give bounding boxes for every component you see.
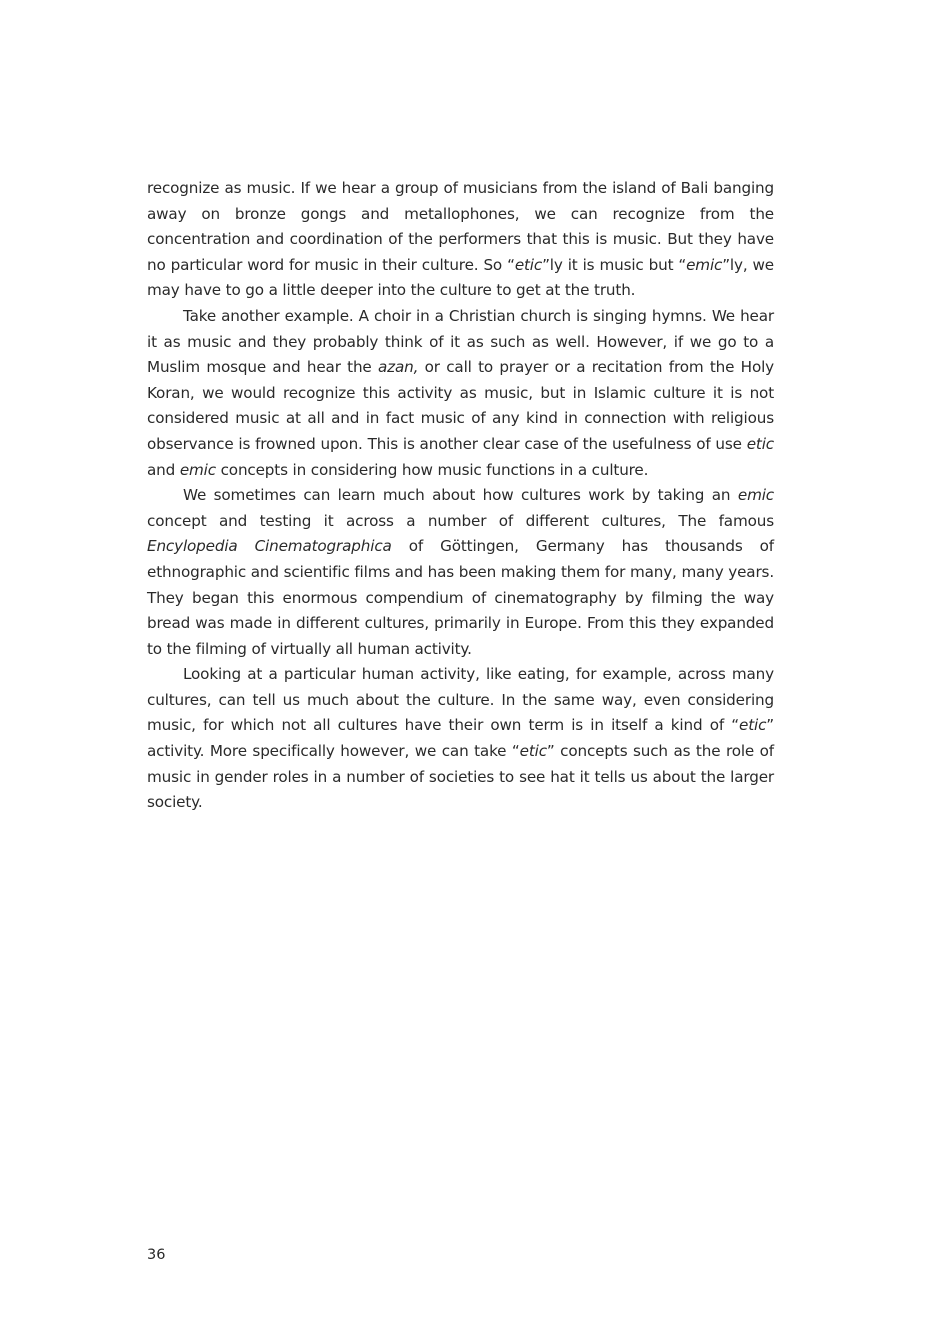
italic-term: emic: [737, 486, 774, 505]
italic-term: azan,: [377, 358, 419, 377]
paragraph-1: [147, 176, 774, 304]
text-run: and: [147, 460, 180, 479]
text-run: of Göttingen, Germany has thousands of ethnographic and scientific films and has been making them for many, many years. They began this enormous compendium of cinematography by filming the way bread was made in different cultures, primarily in Europe. From this they expanded to the filming of virtually all human activity.: [147, 537, 774, 658]
paragraph-4: [147, 662, 774, 816]
italic-term: etic: [739, 716, 767, 735]
paragraph-2: [147, 304, 774, 483]
text-run: Take another example. A choir in a Christian church is singing hymns. We hear it as music and they probably think of it as such as well. However, if we go to a Muslim mosque and hear the: [147, 306, 774, 377]
italic-term: Encylopedia Cinematographica: [147, 537, 392, 556]
text-run: recognize as music. If we hear a group of musicians from the island of Bali banging away on bronze gongs and metallophones, we can recognize from the concentration and coordination of the performers that this is music. But they have no particular word for music in their culture. So “: [147, 179, 774, 274]
text-run: or call to prayer or a recitation from the Holy Koran, we would recognize this activity as music, but in Islamic culture it is not considered music at all and in fact music of any kind in connection with religious observance is frowned upon. This is another clear case of the usefulness of use: [147, 358, 774, 453]
page-body: [147, 176, 774, 816]
text-run: concept and testing it across a number of different cultures, The famous: [147, 511, 774, 530]
text-run: ” activity. More specifically however, we can take “: [147, 716, 774, 761]
page-number: 36: [147, 1247, 166, 1263]
italic-term: etic: [514, 255, 543, 274]
text-run: ”ly, we may have to go a little deeper into the culture to get at the truth.: [147, 255, 774, 300]
text-run: Looking at a particular human activity, like eating, for example, across many cultures, can tell us much about the culture. In the same way, even considering music, for which not all cultures have their own term is in itself a kind of “: [147, 665, 774, 735]
italic-term: etic: [519, 742, 547, 761]
paragraph-3: [147, 483, 774, 662]
italic-term: emic: [179, 460, 216, 479]
text-run: We sometimes can learn much about how cultures work by taking an: [183, 486, 738, 505]
italic-term: emic: [686, 255, 723, 274]
text-run: ” concepts such as the role of music in gender roles in a number of societies to see hat it tells us about the larger society.: [147, 742, 774, 812]
italic-term: etic: [746, 434, 774, 453]
text-run: ”ly it is music but “: [542, 255, 687, 274]
text-run: concepts in considering how music functions in a culture.: [215, 460, 649, 479]
